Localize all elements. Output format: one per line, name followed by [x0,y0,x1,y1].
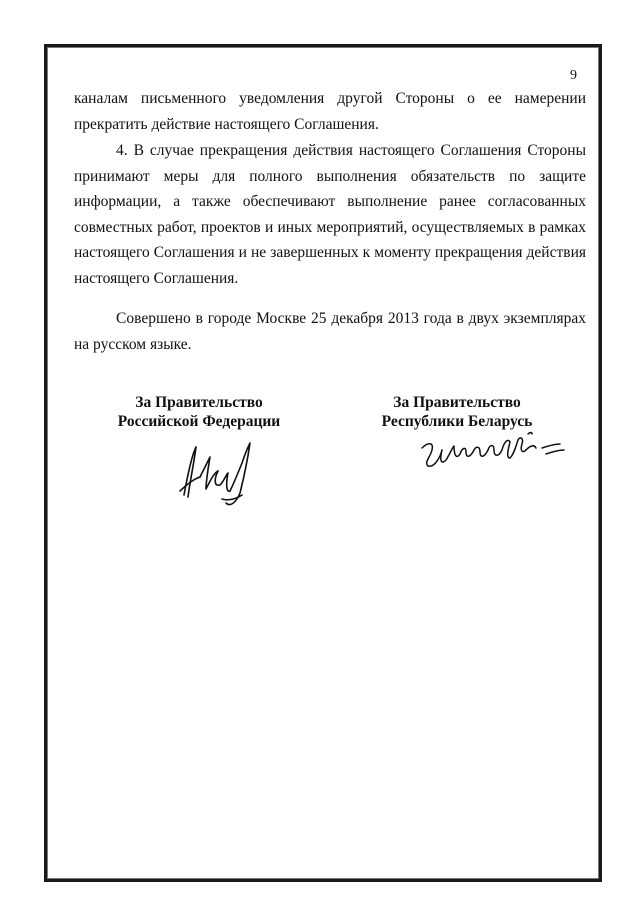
signatory-russia-line-1: За Правительство [135,394,263,411]
signatory-russia-line-2: Российской Федерации [117,413,281,430]
paragraph-2: 4. В случае прекращения действия настоящего Соглашения Стороны принимают меры для полного выполнения обязательств по защите информации, а также обеспечивают выполнение ранее согласованных совместных работ, проектов и иных мероприятий, осуществляемых в рамках настоящего Соглашения и не завершенных к моменту прекращения действия настоящего Соглашения. [74,142,586,287]
page-number: 9 [570,68,577,83]
signatory-belarus [362,393,552,431]
paragraph-1: каналам письменного уведомления другой Стороны о ее намерении прекратить действие настоящего Соглашения. [74,90,586,133]
signatory-belarus-line-2: Республики Беларусь [381,413,533,430]
paragraph-3: Совершено в городе Москве 25 декабря 2013 года в двух экземплярах на русском языке. [74,310,586,353]
signature-belarus-icon [418,428,568,478]
signatory-russia [104,393,294,431]
signatory-belarus-line-1: За Правительство [393,394,521,411]
signature-russia-icon [170,433,265,513]
